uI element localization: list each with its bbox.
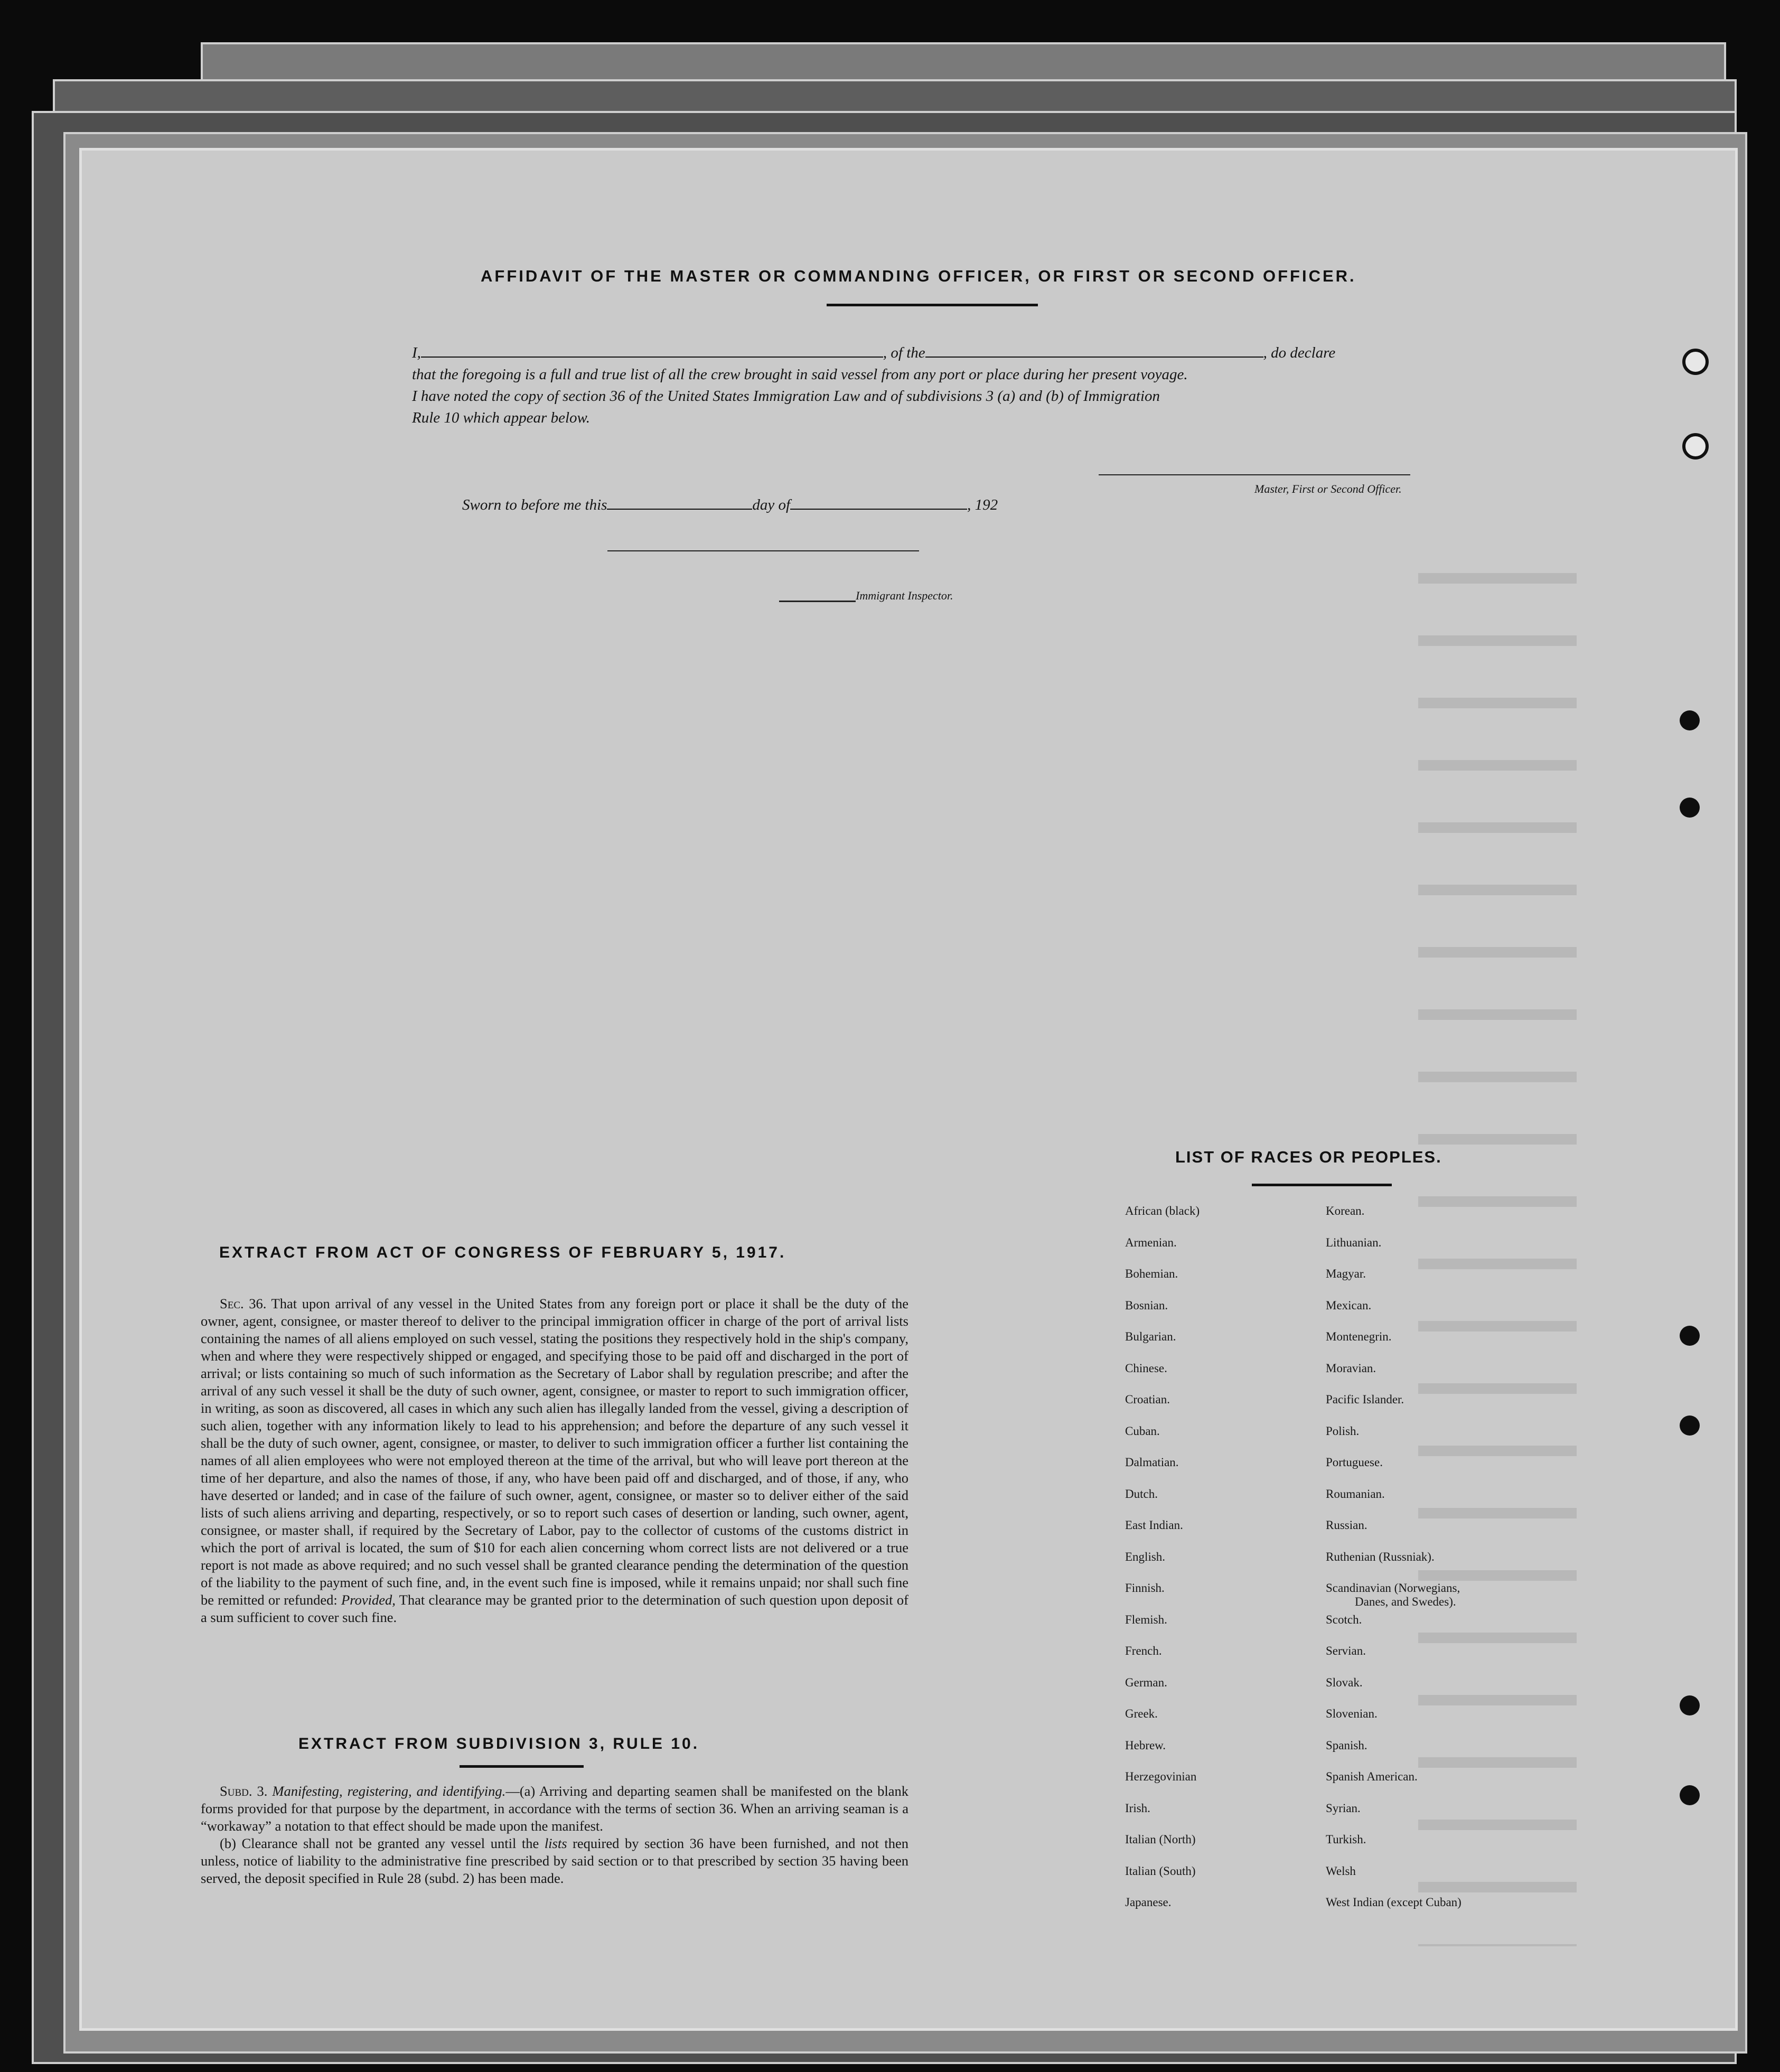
race-item: Dalmatian. bbox=[1125, 1456, 1179, 1469]
race-item: Flemish. bbox=[1125, 1612, 1167, 1626]
race-item bbox=[1326, 1330, 1622, 1362]
race-item: East Indian. bbox=[1125, 1518, 1183, 1532]
race-item bbox=[1326, 1424, 1622, 1456]
race-item bbox=[1326, 1393, 1622, 1424]
section-36-text bbox=[201, 1295, 908, 1626]
race-item: Italian (North) bbox=[1125, 1833, 1196, 1846]
race-item-label: Servian. bbox=[1326, 1644, 1366, 1657]
race-item: Croatian. bbox=[1125, 1393, 1170, 1406]
race-item bbox=[1326, 1739, 1622, 1770]
section-36-body: That upon arrival of any vessel in the United States from any foreign port or place it shall be the duty of the owner, agent, consignee, or master thereof to deliver to the principal immigration officer in charge of the port of arrival lists containing the names of all aliens employed on such vessel, stating the positions they respectively hold in the ship's company, when and where they were respectively shipped or engaged, and specifying those to be paid off and discharged in the port of arrival; or lists containing so much of such information as the Secretary of Labor shall by regulation prescribe; and after the arrival of any such vessel it shall be the duty of such owner, agent, consignee, or master to report to such immigration officer, in writing, as soon as discovered, all cases in which any such alien has illegally landed from the vessel, giving a description of such alien, together with any information likely to lead to his apprehension; and before the departure of any such vessel it shall be the duty of such owner, agent, consignee, or master, to deliver to such immigration officer a further list containing the names of all alien employees who were not employed thereon at the time of the arrival, but who will leave port thereon at the time of her departure, and also the names of those, if any, who have been paid off and discharged, and of those, if any, who have deserted or landed; and in case of the failure of such owner, agent, consignee, or master so to deliver either of the said lists of such aliens arriving and departing, respectively, or so to report such cases of desertion or landing, such owner, agent, consignee, or master shall, if required by the Secretary of Labor, pay to the collector of customs of the customs district in which the port of arrival is located, the sum of $10 for each alien concerning whom correct lists are not delivered or a true report is not made as above required; and no such vessel shall be granted clearance pending the determination of the question of the liability to the payment of such fine, and, in the event such fine is imposed, while it remains unpaid; nor shall such fine be remitted or refunded: bbox=[201, 1296, 908, 1608]
master-caption: Master, First or Second Officer. bbox=[1254, 482, 1402, 495]
race-item: Chinese. bbox=[1125, 1361, 1167, 1375]
race-item: Bosnian. bbox=[1125, 1298, 1168, 1312]
race-item: Italian (South) bbox=[1125, 1864, 1196, 1878]
sworn-prefix: Sworn to before me this bbox=[462, 496, 607, 513]
races-heading: LIST OF RACES OR PEOPLES. bbox=[1175, 1148, 1442, 1166]
race-item bbox=[1326, 1676, 1622, 1708]
affidavit-line1-prefix: I, bbox=[412, 344, 421, 361]
punch-hole bbox=[1682, 349, 1709, 375]
race-item bbox=[1326, 1802, 1622, 1833]
proviso-text: That clearance may be granted prior to the determination of such question upon deposit of a sum sufficient to cover such fine. bbox=[201, 1592, 908, 1625]
act-extract-heading: EXTRACT FROM ACT OF CONGRESS OF FEBRUARY 5, 1917. bbox=[219, 1244, 786, 1261]
race-item-label: Magyar. bbox=[1326, 1267, 1366, 1280]
name-blank bbox=[421, 342, 883, 358]
race-item-label: Portuguese. bbox=[1326, 1456, 1383, 1469]
race-item-label: Slovenian. bbox=[1326, 1707, 1378, 1720]
race-item-label: Scotch. bbox=[1326, 1612, 1362, 1626]
subdivision-3-text bbox=[201, 1783, 908, 1887]
races-list bbox=[1125, 1204, 1643, 1944]
race-item: Armenian. bbox=[1125, 1235, 1177, 1249]
inspector-signature-line bbox=[607, 550, 919, 551]
affidavit-text-line: that the foregoing is a full and true list of all the crew brought in said vessel from any port or place during her present voyage. bbox=[412, 366, 1188, 383]
race-item-label: Pacific Islander. bbox=[1326, 1393, 1404, 1406]
race-item bbox=[1326, 1362, 1622, 1393]
sworn-month-blank bbox=[790, 494, 967, 510]
race-item-label: Roumanian. bbox=[1326, 1487, 1385, 1501]
race-item bbox=[1326, 1896, 1622, 1927]
document-page bbox=[79, 148, 1738, 2031]
race-item: Dutch. bbox=[1125, 1487, 1158, 1501]
races-right-column bbox=[1326, 1204, 1622, 1927]
affidavit-heading-rule bbox=[827, 304, 1038, 306]
subd-para-b-rest: required by section 36 have been furnished, and not then unless, notice of liability to the administrative fine prescribed by said section or to that prescribed by section 35 having been served, the deposit specified in Rule 28 (subd. 2) has been made. bbox=[201, 1835, 908, 1886]
race-item: German. bbox=[1125, 1675, 1167, 1689]
race-item-label: Spanish. bbox=[1326, 1738, 1367, 1752]
race-item: English. bbox=[1125, 1550, 1166, 1563]
punch-hole bbox=[1682, 433, 1709, 460]
affidavit-declaration-line bbox=[412, 342, 1519, 363]
race-item bbox=[1326, 1236, 1622, 1268]
race-item-label: West Indian (except Cuban) bbox=[1326, 1896, 1462, 1909]
race-item-label: Ruthenian (Russniak). bbox=[1326, 1550, 1435, 1563]
subd-para-a: —(a) Arriving and departing seamen shall be manifested on the blank forms provided for that purpose by the department, in accordance with the terms of section 36. When an arriving seaman is a “workaway” a notation to that effect should be made upon the manifest. bbox=[201, 1783, 908, 1834]
race-item: Cuban. bbox=[1125, 1424, 1160, 1438]
race-item bbox=[1326, 1267, 1622, 1299]
race-item bbox=[1326, 1204, 1622, 1236]
affidavit-line1-suffix: , do declare bbox=[1263, 344, 1336, 361]
punch-hole bbox=[1680, 710, 1700, 730]
race-item: Hebrew. bbox=[1125, 1738, 1166, 1752]
race-item-label: Scandinavian (Norwegians, bbox=[1326, 1581, 1460, 1595]
race-item-label: Slovak. bbox=[1326, 1675, 1363, 1689]
race-item: Herzegovinian bbox=[1125, 1770, 1197, 1783]
races-left-column bbox=[1125, 1204, 1305, 1927]
race-item bbox=[1326, 1299, 1622, 1330]
punch-hole bbox=[1680, 1326, 1700, 1346]
punch-hole bbox=[1680, 1695, 1700, 1715]
race-item: Bohemian. bbox=[1125, 1267, 1178, 1280]
vessel-blank bbox=[925, 342, 1263, 358]
section-36-label: Sec. 36. bbox=[220, 1296, 267, 1311]
race-item: African (black) bbox=[1125, 1204, 1200, 1217]
race-item bbox=[1326, 1864, 1622, 1896]
race-item-label: Syrian. bbox=[1326, 1801, 1361, 1815]
proviso-word: Provided, bbox=[341, 1592, 396, 1608]
race-item bbox=[1326, 1518, 1622, 1550]
race-item: Irish. bbox=[1125, 1801, 1150, 1815]
affidavit-line1-middle: , of the bbox=[883, 344, 925, 361]
race-item: Finnish. bbox=[1125, 1581, 1165, 1595]
punch-hole bbox=[1680, 1785, 1700, 1805]
race-item bbox=[1326, 1770, 1622, 1802]
rule-extract-heading-rule bbox=[460, 1765, 584, 1768]
race-item bbox=[1326, 1833, 1622, 1864]
sworn-day-blank bbox=[607, 494, 752, 510]
race-item bbox=[1326, 1613, 1622, 1645]
race-item bbox=[1326, 1456, 1622, 1487]
race-item-label: Moravian. bbox=[1326, 1361, 1376, 1375]
subd-para-b-italic: lists bbox=[544, 1835, 567, 1851]
race-item bbox=[1326, 1644, 1622, 1676]
subd-label: Subd. 3. bbox=[220, 1783, 268, 1799]
race-item-label: Welsh bbox=[1326, 1864, 1356, 1878]
race-item bbox=[1326, 1550, 1622, 1582]
inspector-caption-rule bbox=[779, 601, 856, 602]
race-item bbox=[1326, 1707, 1622, 1739]
race-item-label: Lithuanian. bbox=[1326, 1235, 1382, 1249]
subd-title: Manifesting, registering, and identifying. bbox=[272, 1783, 506, 1799]
race-item: Greek. bbox=[1125, 1707, 1158, 1720]
sworn-middle: day of bbox=[752, 496, 791, 513]
punch-hole bbox=[1680, 1415, 1700, 1436]
punch-hole bbox=[1680, 798, 1700, 818]
sworn-year: , 192 bbox=[967, 496, 998, 513]
race-item-continuation: Danes, and Swedes). bbox=[1355, 1595, 1456, 1608]
race-item bbox=[1326, 1581, 1622, 1613]
race-item-label: Mexican. bbox=[1326, 1298, 1372, 1312]
affidavit-text-line: Rule 10 which appear below. bbox=[412, 409, 590, 426]
rule-extract-heading: EXTRACT FROM SUBDIVISION 3, RULE 10. bbox=[298, 1735, 700, 1752]
affidavit-text-line: I have noted the copy of section 36 of the United States Immigration Law and of subdivisions 3 (a) and (b) of Immigration bbox=[412, 388, 1160, 405]
race-item: Japanese. bbox=[1125, 1896, 1172, 1909]
master-signature-line bbox=[1099, 474, 1410, 475]
race-item bbox=[1326, 1487, 1622, 1519]
race-item: French. bbox=[1125, 1644, 1162, 1657]
inspector-caption: Immigrant Inspector. bbox=[856, 589, 953, 602]
sworn-line bbox=[462, 494, 1202, 515]
race-item-label: Korean. bbox=[1326, 1204, 1365, 1217]
race-item-label: Montenegrin. bbox=[1326, 1330, 1392, 1343]
race-item: Bulgarian. bbox=[1125, 1330, 1176, 1343]
race-item-label: Polish. bbox=[1326, 1424, 1360, 1438]
subd-para-b-prefix: (b) Clearance shall not be granted any vessel until the bbox=[220, 1835, 539, 1851]
race-item-label: Turkish. bbox=[1326, 1833, 1366, 1846]
race-item-label: Spanish American. bbox=[1326, 1770, 1418, 1783]
race-item-label: Russian. bbox=[1326, 1518, 1367, 1532]
affidavit-heading: AFFIDAVIT OF THE MASTER OR COMMANDING OFFICER, OR FIRST OR SECOND OFFICER. bbox=[481, 267, 1356, 285]
races-heading-rule bbox=[1252, 1184, 1392, 1186]
